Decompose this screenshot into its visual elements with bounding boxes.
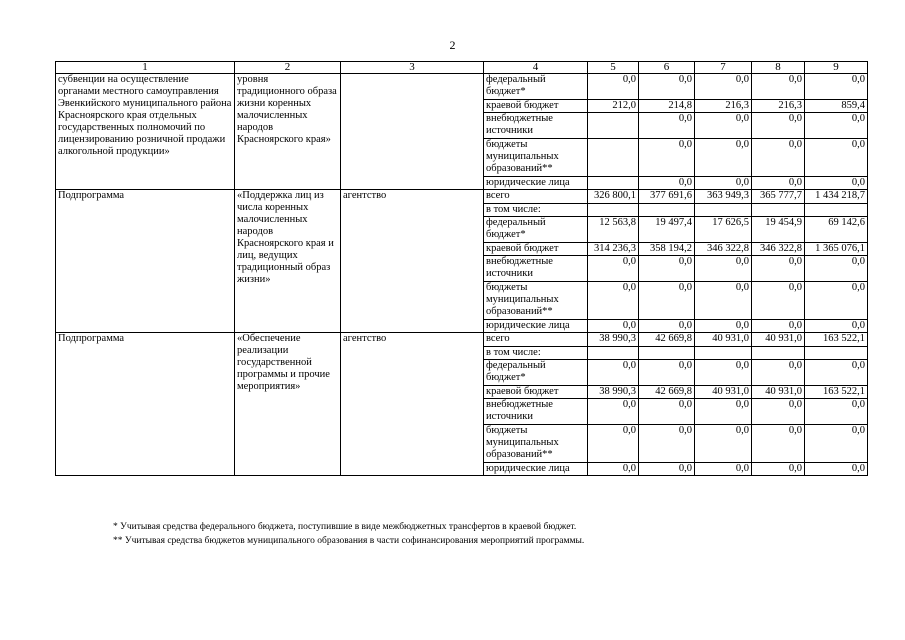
amount-cell: 0,0 bbox=[639, 139, 695, 177]
amount-cell: 212,0 bbox=[588, 100, 639, 113]
amount-cell: 163 522,1 bbox=[805, 333, 868, 347]
amount-cell: 38 990,3 bbox=[588, 333, 639, 347]
amount-cell: 0,0 bbox=[805, 113, 868, 139]
amount-cell: 0,0 bbox=[752, 139, 805, 177]
amount-cell bbox=[588, 347, 639, 360]
amount-cell: 0,0 bbox=[752, 177, 805, 190]
amount-cell: 0,0 bbox=[752, 113, 805, 139]
budget-table bbox=[55, 61, 868, 476]
amount-cell: 859,4 bbox=[805, 100, 868, 113]
amount-cell: 0,0 bbox=[695, 74, 752, 100]
column-header: 1 bbox=[56, 62, 235, 74]
amount-cell: 40 931,0 bbox=[752, 333, 805, 347]
program-cell: «Обеспечение реализации государственной программы и прочие мероприятия» bbox=[235, 333, 341, 476]
amount-cell: 17 626,5 bbox=[695, 217, 752, 243]
amount-cell bbox=[639, 204, 695, 217]
program-cell: «Поддержка лиц из числа коренных малочисленных народов Красноярского края и лиц, ведущих традиционный образ жизни» bbox=[235, 190, 341, 333]
amount-cell bbox=[588, 204, 639, 217]
amount-cell: 377 691,6 bbox=[639, 190, 695, 204]
amount-cell: 0,0 bbox=[639, 74, 695, 100]
funding-source-cell: всего bbox=[484, 333, 588, 347]
amount-cell: 0,0 bbox=[805, 282, 868, 320]
amount-cell: 0,0 bbox=[695, 282, 752, 320]
amount-cell bbox=[588, 139, 639, 177]
table-row bbox=[56, 74, 868, 100]
amount-cell: 0,0 bbox=[752, 399, 805, 425]
amount-cell: 0,0 bbox=[695, 177, 752, 190]
amount-cell bbox=[752, 204, 805, 217]
amount-cell: 0,0 bbox=[588, 360, 639, 386]
footnote: * Учитывая средства федерального бюджета, поступившие в виде межбюджетных трансфертов в краевой бюджет. bbox=[113, 522, 577, 532]
amount-cell: 0,0 bbox=[805, 74, 868, 100]
amount-cell: 0,0 bbox=[695, 463, 752, 476]
amount-cell bbox=[752, 347, 805, 360]
amount-cell: 1 434 218,7 bbox=[805, 190, 868, 204]
amount-cell: 12 563,8 bbox=[588, 217, 639, 243]
funding-source-cell: бюджеты муниципальных образований** bbox=[484, 139, 588, 177]
amount-cell: 1 365 076,1 bbox=[805, 243, 868, 256]
amount-cell: 0,0 bbox=[752, 425, 805, 463]
amount-cell: 0,0 bbox=[805, 399, 868, 425]
amount-cell: 0,0 bbox=[805, 177, 868, 190]
column-header: 8 bbox=[752, 62, 805, 74]
amount-cell: 216,3 bbox=[695, 100, 752, 113]
funding-source-cell: юридические лица bbox=[484, 177, 588, 190]
amount-cell: 42 669,8 bbox=[639, 333, 695, 347]
amount-cell: 0,0 bbox=[752, 360, 805, 386]
amount-cell: 314 236,3 bbox=[588, 243, 639, 256]
amount-cell: 0,0 bbox=[588, 399, 639, 425]
table-row bbox=[56, 190, 868, 204]
column-header: 7 bbox=[695, 62, 752, 74]
executor-cell bbox=[341, 74, 484, 190]
amount-cell: 0,0 bbox=[805, 139, 868, 177]
amount-cell: 0,0 bbox=[588, 425, 639, 463]
amount-cell: 0,0 bbox=[695, 360, 752, 386]
amount-cell: 0,0 bbox=[805, 425, 868, 463]
column-header: 3 bbox=[341, 62, 484, 74]
amount-cell: 0,0 bbox=[639, 282, 695, 320]
executor-cell: агентство bbox=[341, 333, 484, 476]
amount-cell: 0,0 bbox=[695, 113, 752, 139]
amount-cell: 0,0 bbox=[639, 177, 695, 190]
amount-cell bbox=[695, 204, 752, 217]
amount-cell: 0,0 bbox=[588, 256, 639, 282]
amount-cell: 42 669,8 bbox=[639, 386, 695, 399]
funding-source-cell: федеральный бюджет* bbox=[484, 217, 588, 243]
funding-source-cell: в том числе: bbox=[484, 204, 588, 217]
footnote: ** Учитывая средства бюджетов муниципального образования в части софинансирования мероприятий программы. bbox=[113, 536, 585, 546]
amount-cell: 0,0 bbox=[588, 463, 639, 476]
item-name-cell: субвенции на осуществление органами местного самоуправления Эвенкийского муниципального района Красноярского края отдельных государственных полномочий по лицензированию розничной продажи алкогольной продукции» bbox=[56, 74, 235, 190]
amount-cell: 216,3 bbox=[752, 100, 805, 113]
amount-cell bbox=[805, 347, 868, 360]
amount-cell: 365 777,7 bbox=[752, 190, 805, 204]
funding-source-cell: бюджеты муниципальных образований** bbox=[484, 282, 588, 320]
column-header: 4 bbox=[484, 62, 588, 74]
amount-cell: 40 931,0 bbox=[695, 386, 752, 399]
amount-cell: 363 949,3 bbox=[695, 190, 752, 204]
funding-source-cell: внебюджетные источники bbox=[484, 113, 588, 139]
amount-cell: 346 322,8 bbox=[695, 243, 752, 256]
column-header: 9 bbox=[805, 62, 868, 74]
amount-cell: 0,0 bbox=[639, 399, 695, 425]
amount-cell: 0,0 bbox=[752, 74, 805, 100]
amount-cell: 0,0 bbox=[695, 320, 752, 333]
amount-cell: 0,0 bbox=[639, 320, 695, 333]
funding-source-cell: в том числе: bbox=[484, 347, 588, 360]
amount-cell: 0,0 bbox=[805, 463, 868, 476]
amount-cell: 69 142,6 bbox=[805, 217, 868, 243]
amount-cell: 0,0 bbox=[752, 256, 805, 282]
funding-source-cell: краевой бюджет bbox=[484, 386, 588, 399]
funding-source-cell: юридические лица bbox=[484, 463, 588, 476]
column-header: 6 bbox=[639, 62, 695, 74]
column-header: 5 bbox=[588, 62, 639, 74]
funding-source-cell: юридические лица bbox=[484, 320, 588, 333]
amount-cell: 0,0 bbox=[695, 425, 752, 463]
amount-cell: 0,0 bbox=[588, 320, 639, 333]
amount-cell: 0,0 bbox=[639, 360, 695, 386]
item-name-cell: Подпрограмма bbox=[56, 190, 235, 333]
funding-source-cell: федеральный бюджет* bbox=[484, 360, 588, 386]
amount-cell: 19 454,9 bbox=[752, 217, 805, 243]
amount-cell bbox=[588, 177, 639, 190]
amount-cell bbox=[639, 347, 695, 360]
executor-cell: агентство bbox=[341, 190, 484, 333]
funding-source-cell: бюджеты муниципальных образований** bbox=[484, 425, 588, 463]
amount-cell: 0,0 bbox=[639, 425, 695, 463]
amount-cell: 0,0 bbox=[805, 256, 868, 282]
amount-cell: 40 931,0 bbox=[695, 333, 752, 347]
amount-cell: 40 931,0 bbox=[752, 386, 805, 399]
amount-cell: 19 497,4 bbox=[639, 217, 695, 243]
funding-source-cell: всего bbox=[484, 190, 588, 204]
amount-cell: 358 194,2 bbox=[639, 243, 695, 256]
amount-cell: 326 800,1 bbox=[588, 190, 639, 204]
amount-cell: 0,0 bbox=[805, 320, 868, 333]
amount-cell: 0,0 bbox=[752, 320, 805, 333]
amount-cell: 0,0 bbox=[639, 463, 695, 476]
funding-source-cell: внебюджетные источники bbox=[484, 256, 588, 282]
funding-source-cell: федеральный бюджет* bbox=[484, 74, 588, 100]
amount-cell: 0,0 bbox=[639, 113, 695, 139]
amount-cell: 0,0 bbox=[695, 399, 752, 425]
amount-cell: 0,0 bbox=[695, 139, 752, 177]
item-name-cell: Подпрограмма bbox=[56, 333, 235, 476]
amount-cell: 346 322,8 bbox=[752, 243, 805, 256]
amount-cell bbox=[805, 204, 868, 217]
amount-cell bbox=[695, 347, 752, 360]
amount-cell: 0,0 bbox=[639, 256, 695, 282]
amount-cell: 0,0 bbox=[805, 360, 868, 386]
amount-cell bbox=[588, 113, 639, 139]
funding-source-cell: краевой бюджет bbox=[484, 243, 588, 256]
amount-cell: 163 522,1 bbox=[805, 386, 868, 399]
table-row bbox=[56, 333, 868, 347]
amount-cell: 0,0 bbox=[588, 282, 639, 320]
amount-cell: 0,0 bbox=[695, 256, 752, 282]
amount-cell: 0,0 bbox=[588, 74, 639, 100]
funding-source-cell: краевой бюджет bbox=[484, 100, 588, 113]
funding-source-cell: внебюджетные источники bbox=[484, 399, 588, 425]
program-cell: уровня традиционного образа жизни коренных малочисленных народов Красноярского края» bbox=[235, 74, 341, 190]
amount-cell: 0,0 bbox=[752, 282, 805, 320]
column-header: 2 bbox=[235, 62, 341, 74]
column-number-row bbox=[56, 62, 868, 74]
amount-cell: 38 990,3 bbox=[588, 386, 639, 399]
footnotes bbox=[113, 520, 584, 548]
amount-cell: 0,0 bbox=[752, 463, 805, 476]
page-number: 2 bbox=[449, 38, 456, 52]
table-body bbox=[56, 62, 868, 476]
amount-cell: 214,8 bbox=[639, 100, 695, 113]
